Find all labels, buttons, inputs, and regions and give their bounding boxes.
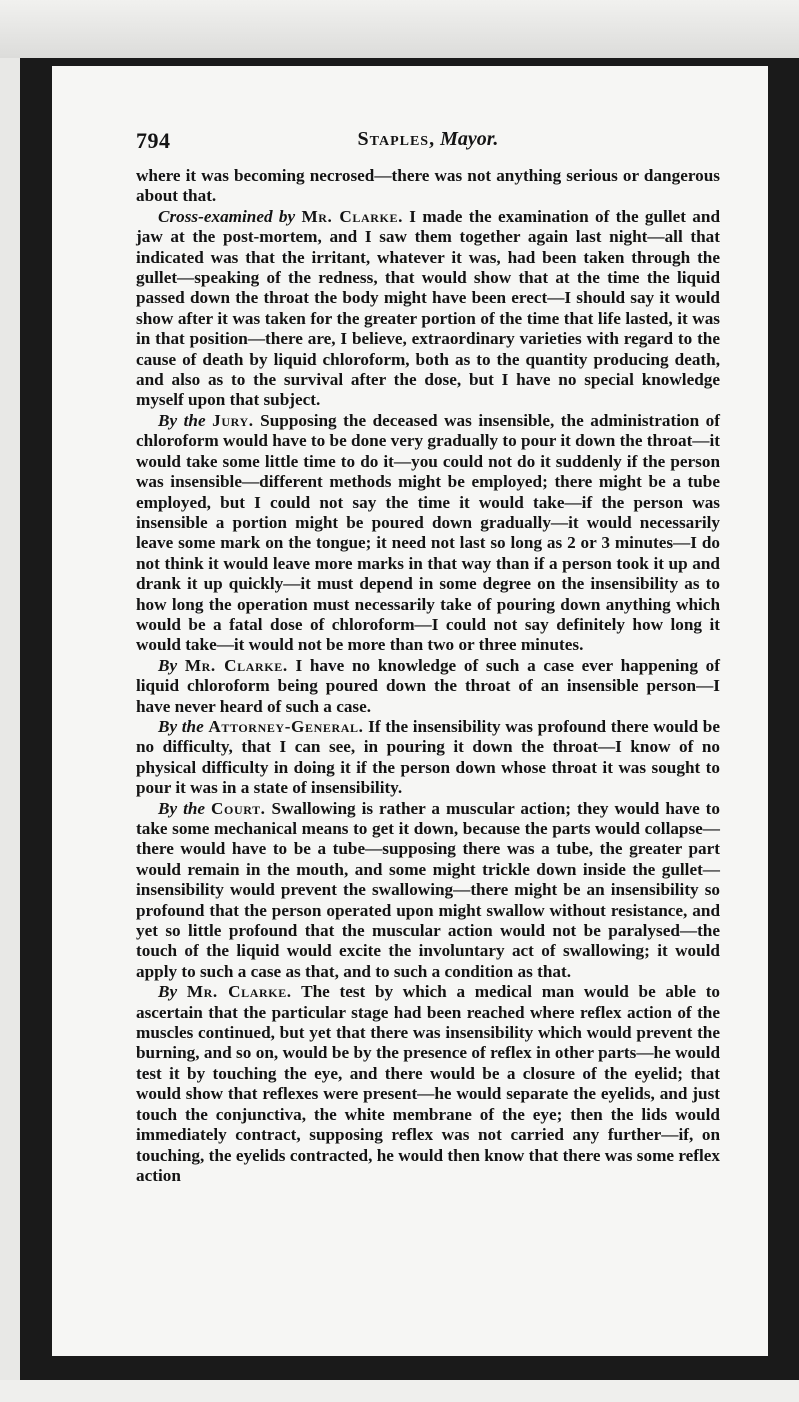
speaker-name: Mr. Clarke.	[184, 655, 288, 675]
paragraph	[136, 166, 720, 207]
paragraph-text: where it was becoming necrosed—there was not anything serious or dangerous about that.	[136, 166, 720, 206]
paragraph	[136, 656, 720, 717]
body-text	[136, 166, 720, 1186]
running-head-name: Staples,	[357, 128, 436, 150]
speaker-label	[158, 411, 254, 430]
speaker-prefix: By the	[158, 798, 212, 818]
paragraph-text: The test by which a medical man would be able to ascertain that the particular stage had been reached where reflex action of the muscles continued, but yet that there was insensibility which would prevent the burning, and so on, would be by the presence of reflex in other parts—he would test it by touching the eye, and there would be a closure of the eyelid; that would show that reflexes were present—he would separate the eyelids, and just touch the conjunctiva, the white membrane of the eye; then the lids would immediately contract, supposing reflex was not carried any further—if, on touching, the eyelids contracted, he would then know that there was some reflex action	[136, 982, 721, 1185]
scan-bottom-margin	[0, 1380, 799, 1402]
speaker-label	[158, 982, 292, 1001]
running-head-title: Mayor.	[440, 128, 499, 150]
paragraph	[136, 717, 720, 799]
paragraph-text: I made the examination of the gullet and jaw at the post-mortem, and I saw them together again last night—all that indicated was that the irritant, whatever it was, had been taken through the gullet—speaking of the redness, that would show that at the time the liquid passed down the throat the body might have been erect—I should say it would show after it was taken for the greater portion of the time that life lasted, it was in that position—there are, I believe, extraordinary varieties with regard to the cause of death by liquid chloroform, both as to the quantity producing death, and also as to the survival after the dose, but I have no special knowledge myself upon that subject.	[136, 206, 720, 410]
speaker-prefix: By the	[158, 716, 209, 736]
paragraph	[136, 411, 720, 656]
book-page	[52, 66, 768, 1356]
paragraph	[136, 207, 720, 411]
paragraph-text: If the insensibility was profound there would be no difficulty, that I can see, in pouring it down the throat—I know of no physical difficulty in doing it if the person down whose throat it was sought to pour it was in a state of insensibility.	[136, 716, 720, 798]
page-number: 794	[136, 128, 171, 153]
speaker-prefix: By	[158, 655, 185, 675]
speaker-prefix: Cross-examined by	[158, 206, 302, 226]
speaker-name: Mr. Clarke.	[186, 982, 292, 1002]
running-head	[136, 128, 720, 151]
speaker-label	[158, 799, 266, 818]
scan-top-margin	[0, 0, 799, 58]
speaker-name: Jury.	[212, 410, 254, 430]
paragraph-text: Swallowing is rather a muscular action; they would have to take some mechanical means to get it down, because the parts would collapse—there would have to be a tube—supposing there was a tube, the greater part would remain in the mouth, and some might trickle down inside the gullet—insensibility would prevent the swallowing—there might be an insensibility so profound that the person operated upon might swallow without resistance, and yet so little profound that the muscular action would not be paralysed—the touch of the liquid would excite the involuntary act of swallowing; it would apply to such a case as that, and to such a condition as that.	[136, 798, 720, 981]
speaker-name: Attorney-General.	[208, 716, 364, 736]
paragraph	[136, 799, 720, 983]
paragraph-text: Supposing the deceased was insensible, the administration of chloroform would have to be done very gradually to pour it down the throat—it would take some little time to do it—you could not do it suddenly if the person was insensible—different methods might be employed; there might be a tube employed, but I could not say the time it would take—if the person was insensible a portion might be poured down gradually—it would necessarily leave some mark on the tongue; it need not last so long as 2 or 3 minutes—I do not think it would leave more marks in that way than if a person took it up and drank it up quickly—it must depend in some degree on the insensibility as to how long the operation must necessarily take of pouring down anything which would be a fatal dose of chloroform—I could not say definitely how long it would take—it would not be more than two or three minutes.	[136, 410, 720, 655]
speaker-name: Mr. Clarke.	[301, 206, 403, 226]
paragraph	[136, 982, 720, 1186]
paragraph-text: I have no knowledge of such a case ever happening of liquid chloroform being poured down the throat of an insensible person—I have never heard of such a case.	[136, 655, 721, 716]
speaker-label	[158, 717, 364, 736]
speaker-name: Court.	[211, 798, 266, 818]
speaker-label	[158, 656, 288, 675]
speaker-label	[158, 207, 403, 226]
speaker-prefix: By the	[158, 410, 213, 430]
page-header	[136, 128, 720, 162]
speaker-prefix: By	[158, 982, 187, 1002]
